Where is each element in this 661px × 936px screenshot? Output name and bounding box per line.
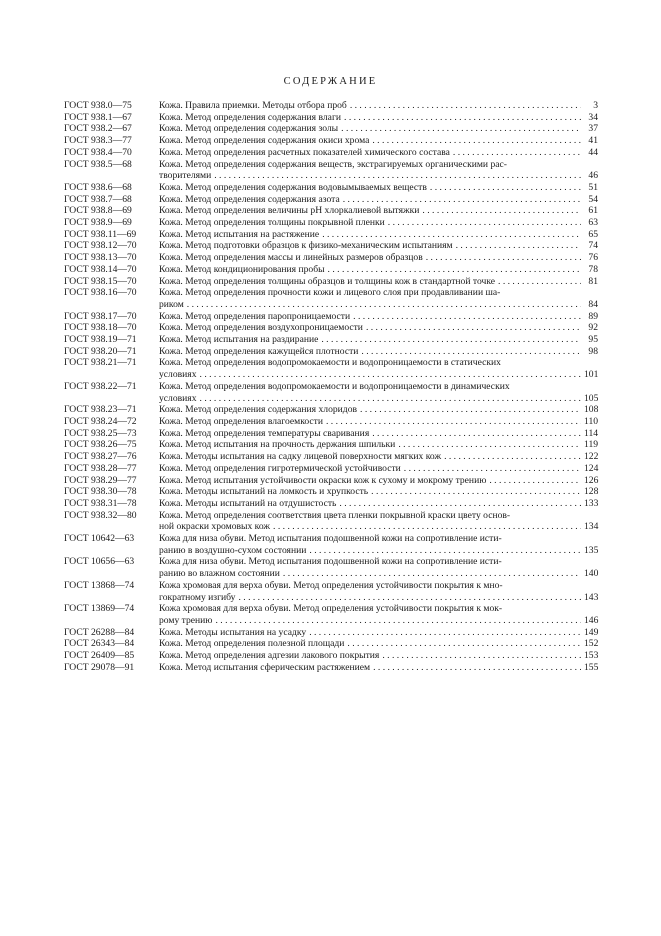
entry-title-line: Кожа для низа обуви. Метод испытания подошвенной кожи на сопротивление исти- bbox=[159, 533, 502, 545]
entry-last-line bbox=[159, 404, 598, 416]
entry-last-line bbox=[159, 439, 598, 451]
entry-title-line: ранию во влажном состоянии bbox=[159, 568, 280, 580]
entry-last-line bbox=[159, 182, 598, 194]
page-number: 119 bbox=[584, 439, 599, 451]
entry-last-line bbox=[159, 486, 598, 498]
entry-body bbox=[159, 182, 598, 194]
entry-title-line: Кожа. Метод определения толщины покрывной пленки bbox=[159, 217, 385, 229]
entry-last-line bbox=[159, 545, 598, 557]
toc-entry bbox=[64, 638, 598, 650]
standard-code: ГОСТ 938.22—71 bbox=[64, 380, 137, 392]
entry-title-line: Кожа хромовая для верха обуви. Метод определения устойчивости покрытия к мок- bbox=[159, 603, 503, 615]
entry-title-line: Кожа. Метод определения водопромокаемости и водопроницаемости в статических bbox=[159, 357, 501, 369]
dot-leader bbox=[326, 416, 581, 428]
entry-body bbox=[159, 334, 598, 346]
entry-body bbox=[159, 357, 598, 380]
page-number: 124 bbox=[584, 462, 599, 474]
entry-last-line bbox=[159, 638, 598, 650]
toc-entry bbox=[64, 123, 598, 135]
dot-leader bbox=[422, 205, 581, 217]
standard-code: ГОСТ 938.12—70 bbox=[64, 240, 137, 252]
standard-code: ГОСТ 938.11—69 bbox=[64, 228, 137, 240]
page-number: 84 bbox=[588, 298, 598, 310]
dot-leader bbox=[238, 592, 581, 604]
toc-entry bbox=[64, 100, 598, 112]
toc-entry bbox=[64, 662, 598, 674]
page-number: 128 bbox=[584, 486, 599, 498]
dot-leader bbox=[361, 346, 581, 358]
page-number: 146 bbox=[584, 614, 599, 626]
page-number: 135 bbox=[584, 544, 599, 556]
dot-leader bbox=[200, 393, 581, 405]
dot-leader bbox=[426, 252, 581, 264]
toc-entry bbox=[64, 627, 598, 639]
standard-code: ГОСТ 938.2—67 bbox=[64, 123, 132, 135]
standard-code: ГОСТ 938.27—76 bbox=[64, 451, 137, 463]
page-number: 126 bbox=[584, 474, 599, 486]
entry-last-line bbox=[159, 369, 598, 381]
dot-leader bbox=[444, 451, 581, 463]
page-number: 155 bbox=[584, 661, 599, 673]
dot-leader bbox=[404, 463, 581, 475]
dot-leader bbox=[309, 627, 581, 639]
entry-title-line: Кожа. Метод определения содержания влаги bbox=[159, 111, 342, 123]
entry-body bbox=[159, 463, 598, 475]
dot-leader bbox=[187, 299, 581, 311]
toc-entry bbox=[64, 276, 598, 288]
entry-title-line: Кожа. Метод определения содержания веществ, экстрагируемых органическими рас- bbox=[159, 158, 507, 170]
entry-body bbox=[159, 159, 598, 182]
entry-last-line bbox=[159, 334, 598, 346]
toc-entry bbox=[64, 334, 598, 346]
standard-code: ГОСТ 938.13—70 bbox=[64, 252, 137, 264]
entry-title-line: Кожа. Метод определения водопромокаемости и водопроницаемости в динамических bbox=[159, 380, 510, 392]
entry-body bbox=[159, 486, 598, 498]
standard-code: ГОСТ 938.5—68 bbox=[64, 158, 132, 170]
dot-leader bbox=[456, 240, 581, 252]
standard-code: ГОСТ 938.15—70 bbox=[64, 275, 137, 287]
entry-title-line: Кожа. Правила приемки. Методы отбора проб bbox=[159, 100, 347, 111]
standard-code: ГОСТ 938.9—69 bbox=[64, 217, 132, 229]
toc-entry bbox=[64, 287, 598, 310]
dot-leader bbox=[382, 650, 581, 662]
toc-entry bbox=[64, 147, 598, 159]
entry-title-line: Кожа. Методы испытания на усадку bbox=[159, 626, 307, 638]
entry-title-line: Кожа хромовая для верха обуви. Метод определения устойчивости покрытия к мно- bbox=[159, 579, 503, 591]
entry-title-line: Кожа. Метод определения расчетных показателей химического состава bbox=[159, 146, 450, 158]
entry-body bbox=[159, 264, 598, 276]
standard-code: ГОСТ 938.4—70 bbox=[64, 146, 132, 158]
entry-body bbox=[159, 194, 598, 206]
entry-body bbox=[159, 112, 598, 124]
entry-last-line bbox=[159, 393, 598, 405]
entry-title-line: Кожа. Методы испытаний на ломкость и хрупкость bbox=[159, 486, 369, 498]
entry-last-line bbox=[159, 100, 598, 112]
entry-body bbox=[159, 404, 598, 416]
entry-title-line: Кожа. Метод испытания на раздирание bbox=[159, 334, 319, 346]
entry-last-line bbox=[159, 240, 598, 252]
page-number: 81 bbox=[588, 275, 598, 287]
entry-body bbox=[159, 475, 598, 487]
toc-entry bbox=[64, 510, 598, 533]
page-number: 89 bbox=[588, 310, 598, 322]
page-number: 92 bbox=[588, 322, 598, 334]
entry-last-line bbox=[159, 346, 598, 358]
standard-code: ГОСТ 938.26—75 bbox=[64, 439, 137, 451]
dot-leader bbox=[214, 170, 581, 182]
dot-leader bbox=[322, 229, 581, 241]
dot-leader bbox=[372, 135, 581, 147]
entry-body bbox=[159, 638, 598, 650]
standard-code: ГОСТ 938.7—68 bbox=[64, 193, 132, 205]
page-number: 143 bbox=[584, 591, 599, 603]
standard-code: ГОСТ 938.25—73 bbox=[64, 427, 137, 439]
page-number: 149 bbox=[584, 626, 599, 638]
entry-last-line bbox=[159, 112, 598, 124]
entry-title-line: Кожа. Метод определения гигротермической устойчивости bbox=[159, 462, 401, 474]
entry-title-line: Кожа. Метод определения полезной площади bbox=[159, 638, 345, 650]
entry-title-line: гократному изгибу bbox=[159, 591, 236, 603]
standard-code: ГОСТ 938.24—72 bbox=[64, 415, 137, 427]
entry-body bbox=[159, 135, 598, 147]
page-number: 3 bbox=[593, 100, 598, 111]
entry-body bbox=[159, 451, 598, 463]
standard-code: ГОСТ 938.3—77 bbox=[64, 135, 132, 147]
dot-leader bbox=[344, 112, 581, 124]
standard-code: ГОСТ 10656—63 bbox=[64, 556, 135, 568]
standard-code: ГОСТ 13869—74 bbox=[64, 603, 135, 615]
toc-entry bbox=[64, 533, 598, 556]
entry-body bbox=[159, 240, 598, 252]
standard-code: ГОСТ 26288—84 bbox=[64, 626, 135, 638]
toc-entry bbox=[64, 205, 598, 217]
toc-entry bbox=[64, 498, 598, 510]
toc-entry bbox=[64, 556, 598, 579]
toc-entry bbox=[64, 217, 598, 229]
dot-leader bbox=[273, 521, 581, 533]
entry-last-line bbox=[159, 276, 598, 288]
toc-entry bbox=[64, 252, 598, 264]
toc-entry bbox=[64, 135, 598, 147]
entry-body bbox=[159, 229, 598, 241]
toc-entry bbox=[64, 381, 598, 404]
toc-entry bbox=[64, 404, 598, 416]
entry-title-line: Кожа. Метод определения величины pH хлоркалиевой вытяжки bbox=[159, 205, 420, 217]
dot-leader bbox=[373, 662, 581, 674]
page-number: 34 bbox=[588, 111, 598, 123]
entry-last-line bbox=[159, 662, 598, 674]
entry-title-line: ранию в воздушно-сухом состоянии bbox=[159, 544, 307, 556]
standard-code: ГОСТ 938.16—70 bbox=[64, 287, 137, 299]
standard-code: ГОСТ 29078—91 bbox=[64, 661, 135, 673]
entry-last-line bbox=[159, 252, 598, 264]
entry-title-line: Кожа. Метод испытания устойчивости окраски кож к сухому и мокрому трению bbox=[159, 474, 487, 486]
toc-entry bbox=[64, 229, 598, 241]
dot-leader bbox=[489, 475, 581, 487]
toc-entry bbox=[64, 322, 598, 334]
entry-body bbox=[159, 510, 598, 533]
standard-code: ГОСТ 938.30—78 bbox=[64, 486, 137, 498]
dot-leader bbox=[372, 428, 581, 440]
page-number: 65 bbox=[588, 228, 598, 240]
toc-entry bbox=[64, 182, 598, 194]
dot-leader bbox=[498, 276, 581, 288]
entry-title-line: Кожа для низа обуви. Метод испытания подошвенной кожи на сопротивление исти- bbox=[159, 556, 502, 568]
dot-leader bbox=[350, 100, 581, 112]
entry-title-line: Кожа. Методы испытания на садку лицевой поверхности мягких кож bbox=[159, 451, 442, 463]
entry-body bbox=[159, 205, 598, 217]
toc-entry bbox=[64, 240, 598, 252]
page-number: 105 bbox=[584, 392, 599, 404]
entry-title-line: Кожа. Метод определения влагоемкости bbox=[159, 415, 323, 427]
page-number: 133 bbox=[584, 497, 599, 509]
entry-body bbox=[159, 217, 598, 229]
standard-code: ГОСТ 938.18—70 bbox=[64, 322, 137, 334]
entry-last-line bbox=[159, 451, 598, 463]
entry-title-line: Кожа. Метод определения содержания хлоридов bbox=[159, 404, 358, 416]
entry-last-line bbox=[159, 205, 598, 217]
entry-body bbox=[159, 123, 598, 135]
entry-last-line bbox=[159, 615, 598, 627]
dot-leader bbox=[347, 638, 581, 650]
page-number: 110 bbox=[584, 415, 599, 427]
toc-entry bbox=[64, 451, 598, 463]
standard-code: ГОСТ 938.29—77 bbox=[64, 474, 137, 486]
entry-title-line: Кожа. Метод определения соответствия цвета пленки покрывной краски цвету основ- bbox=[159, 509, 511, 521]
entry-last-line bbox=[159, 475, 598, 487]
entry-title-line: Кожа. Метод определения прочности кожи и лицевого слоя при продавливании ша- bbox=[159, 287, 501, 299]
dot-leader bbox=[360, 404, 581, 416]
page-number: 46 bbox=[588, 170, 598, 182]
standard-code: ГОСТ 938.31—78 bbox=[64, 497, 137, 509]
standard-code: ГОСТ 10642—63 bbox=[64, 533, 135, 545]
entry-body bbox=[159, 556, 598, 579]
page-number: 114 bbox=[584, 427, 599, 439]
entry-body bbox=[159, 311, 598, 323]
dot-leader bbox=[328, 264, 581, 276]
entry-last-line bbox=[159, 194, 598, 206]
entry-body bbox=[159, 439, 598, 451]
entry-last-line bbox=[159, 627, 598, 639]
entry-body bbox=[159, 498, 598, 510]
dot-leader bbox=[341, 123, 581, 135]
page-title: СОДЕРЖАНИЕ bbox=[283, 76, 378, 87]
entry-body bbox=[159, 252, 598, 264]
dot-leader bbox=[343, 194, 581, 206]
page-number: 152 bbox=[584, 638, 599, 650]
standard-code: ГОСТ 938.14—70 bbox=[64, 263, 137, 275]
entry-title-line: Кожа. Метод определения кажущейся плотности bbox=[159, 345, 359, 357]
entry-body bbox=[159, 147, 598, 159]
page-number: 122 bbox=[584, 451, 599, 463]
entry-body bbox=[159, 276, 598, 288]
toc-entry bbox=[64, 159, 598, 182]
entry-body bbox=[159, 346, 598, 358]
entry-last-line bbox=[159, 416, 598, 428]
dot-leader bbox=[353, 311, 581, 323]
entry-body bbox=[159, 287, 598, 310]
standard-code: ГОСТ 938.23—71 bbox=[64, 404, 137, 416]
page-number: 44 bbox=[588, 146, 598, 158]
entry-title-line: риком bbox=[159, 298, 184, 310]
entry-title-line: Кожа. Метод определения содержания водовымываемых веществ bbox=[159, 181, 427, 193]
entry-last-line bbox=[159, 650, 598, 662]
entry-last-line bbox=[159, 229, 598, 241]
toc-entry bbox=[64, 311, 598, 323]
standard-code: ГОСТ 13868—74 bbox=[64, 579, 135, 591]
toc-entry bbox=[64, 194, 598, 206]
page-number: 74 bbox=[588, 240, 598, 252]
entry-title-line: Кожа. Метод определения содержания окиси хрома bbox=[159, 135, 370, 147]
entry-title-line: Кожа. Метод определения содержания азота bbox=[159, 193, 340, 205]
entry-last-line bbox=[159, 299, 598, 311]
page-number: 61 bbox=[588, 205, 598, 217]
entry-title-line: условиях bbox=[159, 369, 197, 381]
toc-entry bbox=[64, 439, 598, 451]
entry-last-line bbox=[159, 322, 598, 334]
toc-entry bbox=[64, 112, 598, 124]
dot-leader bbox=[339, 498, 581, 510]
page-number: 134 bbox=[584, 521, 599, 533]
toc-entry bbox=[64, 486, 598, 498]
entry-title-line: Кожа. Метод испытания на растяжение bbox=[159, 228, 320, 240]
entry-title-line: творителями bbox=[159, 170, 212, 182]
entry-title-line: ной окраски хромовых кож bbox=[159, 521, 271, 533]
toc-entry bbox=[64, 428, 598, 440]
entry-last-line bbox=[159, 147, 598, 159]
standard-code: ГОСТ 938.8—69 bbox=[64, 205, 132, 217]
dot-leader bbox=[388, 217, 581, 229]
entry-body bbox=[159, 322, 598, 334]
standard-code: ГОСТ 26409—85 bbox=[64, 650, 135, 662]
standard-code: ГОСТ 938.1—67 bbox=[64, 111, 132, 123]
dot-leader bbox=[371, 486, 581, 498]
page-number: 37 bbox=[588, 123, 598, 135]
entry-body bbox=[159, 428, 598, 440]
toc-entry bbox=[64, 603, 598, 626]
dot-leader bbox=[309, 545, 581, 557]
toc-entry bbox=[64, 580, 598, 603]
standard-code: ГОСТ 938.19—71 bbox=[64, 334, 137, 346]
entry-title-line: Кожа. Метод определения воздухопроницаемости bbox=[159, 322, 363, 334]
page-number: 98 bbox=[588, 345, 598, 357]
toc-entry bbox=[64, 357, 598, 380]
entry-title-line: Кожа. Метод определения адгезии лакового покрытия bbox=[159, 650, 380, 662]
dot-leader bbox=[398, 439, 581, 451]
entry-last-line bbox=[159, 123, 598, 135]
toc-entry bbox=[64, 264, 598, 276]
standard-code: ГОСТ 938.6—68 bbox=[64, 181, 132, 193]
page-number: 108 bbox=[584, 404, 599, 416]
entry-last-line bbox=[159, 568, 598, 580]
page-number: 63 bbox=[588, 217, 598, 229]
page-number: 51 bbox=[588, 181, 598, 193]
page-number: 101 bbox=[584, 369, 599, 381]
standard-code: ГОСТ 938.32—80 bbox=[64, 509, 137, 521]
entry-title-line: Кожа. Метод определения паропроницаемости bbox=[159, 310, 351, 322]
entry-last-line bbox=[159, 217, 598, 229]
standard-code: ГОСТ 938.17—70 bbox=[64, 310, 137, 322]
entry-body bbox=[159, 580, 598, 603]
toc-entry bbox=[64, 346, 598, 358]
entry-title-line: Кожа. Методы испытаний на отдушистость bbox=[159, 497, 337, 509]
dot-leader bbox=[215, 615, 581, 627]
entry-title-line: Кожа. Метод определения толщины образцов и толщины кож в стандартной точке bbox=[159, 275, 496, 287]
entry-last-line bbox=[159, 264, 598, 276]
page-number: 54 bbox=[588, 193, 598, 205]
standard-code: ГОСТ 26343—84 bbox=[64, 638, 135, 650]
entry-last-line bbox=[159, 463, 598, 475]
entry-last-line bbox=[159, 592, 598, 604]
entry-last-line bbox=[159, 170, 598, 182]
entry-title-line: Кожа. Метод определения содержания золы bbox=[159, 123, 339, 135]
dot-leader bbox=[321, 334, 581, 346]
entry-title-line: Кожа. Метод определения температуры сваривания bbox=[159, 427, 370, 439]
entry-title-line: рому трению bbox=[159, 614, 213, 626]
entry-body bbox=[159, 381, 598, 404]
entry-title-line: Кожа. Метод испытания на прочность держания шпильки bbox=[159, 439, 396, 451]
entry-body bbox=[159, 603, 598, 626]
table-of-contents bbox=[64, 100, 598, 673]
page-number: 41 bbox=[588, 135, 598, 147]
toc-entry bbox=[64, 650, 598, 662]
entry-body bbox=[159, 533, 598, 556]
standard-code: ГОСТ 938.20—71 bbox=[64, 345, 137, 357]
dot-leader bbox=[200, 369, 581, 381]
entry-body bbox=[159, 416, 598, 428]
entry-title-line: Кожа. Метод кондиционирования пробы bbox=[159, 263, 325, 275]
page-number: 140 bbox=[584, 568, 599, 580]
entry-title-line: условиях bbox=[159, 392, 197, 404]
dot-leader bbox=[366, 322, 581, 334]
dot-leader bbox=[283, 568, 581, 580]
toc-entry bbox=[64, 475, 598, 487]
entry-last-line bbox=[159, 498, 598, 510]
entry-title-line: Кожа. Метод испытания сферическим растяжением bbox=[159, 661, 371, 673]
entry-body bbox=[159, 627, 598, 639]
entry-last-line bbox=[159, 311, 598, 323]
page-number: 95 bbox=[588, 334, 598, 346]
standard-code: ГОСТ 938.0—75 bbox=[64, 100, 132, 111]
dot-leader bbox=[453, 147, 581, 159]
entry-body bbox=[159, 650, 598, 662]
entry-title-line: Кожа. Метод подготовки образцов к физико-механическим испытаниям bbox=[159, 240, 453, 252]
entry-body bbox=[159, 662, 598, 674]
toc-entry bbox=[64, 416, 598, 428]
page-number: 153 bbox=[584, 650, 599, 662]
page-number: 78 bbox=[588, 263, 598, 275]
page-number: 76 bbox=[588, 252, 598, 264]
standard-code: ГОСТ 938.21—71 bbox=[64, 357, 137, 369]
toc-entry bbox=[64, 463, 598, 475]
standard-code: ГОСТ 938.28—77 bbox=[64, 462, 137, 474]
entry-last-line bbox=[159, 135, 598, 147]
entry-title-line: Кожа. Метод определения массы и линейных размеров образцов bbox=[159, 252, 423, 264]
entry-body bbox=[159, 100, 598, 112]
dot-leader bbox=[430, 182, 581, 194]
entry-last-line bbox=[159, 428, 598, 440]
entry-last-line bbox=[159, 521, 598, 533]
